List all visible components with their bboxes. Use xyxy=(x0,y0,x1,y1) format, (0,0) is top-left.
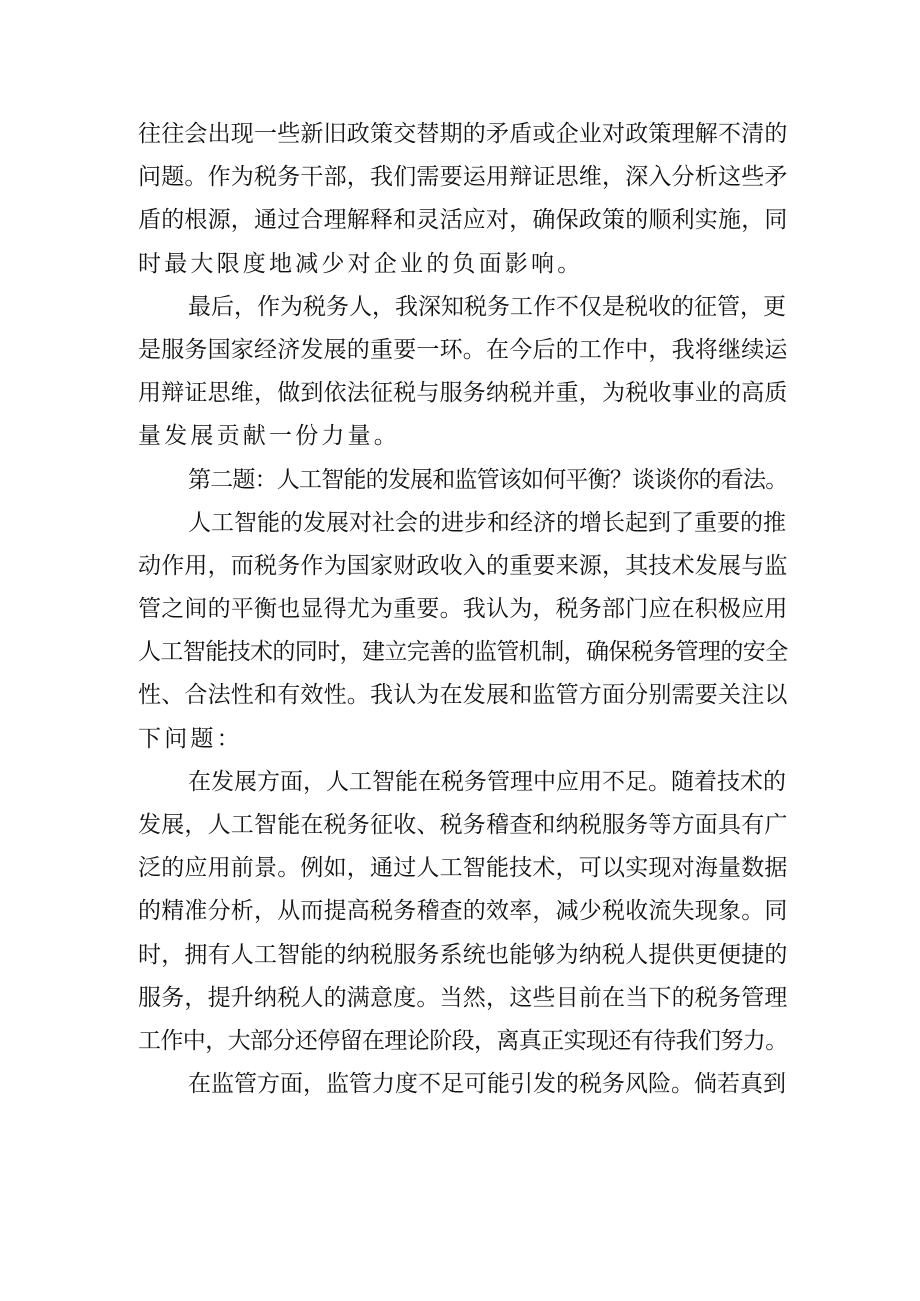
body-text xyxy=(138,113,790,1106)
text-line: 时，拥有人工智能的纳税服务系统也能够为纳税人提供更便捷的 xyxy=(138,941,788,968)
text-line: 泛的应用前景。例如，通过人工智能技术，可以实现对海量数据 xyxy=(138,855,788,882)
paragraph-first-line: 在发展方面，人工智能在税务管理中应用不足。随着技术的 xyxy=(188,768,786,795)
text-line: 人工智能技术的同时，建立完善的监管机制，确保税务管理的安全 xyxy=(138,639,788,666)
paragraph-first-line: 人工智能的发展对社会的进步和经济的增长起到了重要的推 xyxy=(188,509,786,536)
paragraph-first-line: 在监管方面，监管力度不足可能引发的税务风险。倘若真到 xyxy=(188,1071,786,1098)
text-line: 动作用，而税务作为国家财政收入的重要来源，其技术发展与监 xyxy=(138,552,788,579)
text-line: 服务，提升纳税人的满意度。当然，这些目前在当下的税务管理 xyxy=(138,984,788,1011)
text-line: 时最大限度地减少对企业的负面影响。 xyxy=(138,250,584,277)
paragraph-first-line: 最后，作为税务人，我深知税务工作不仅是税收的征管，更 xyxy=(188,293,786,320)
text-line: 往往会出现一些新旧政策交替期的矛盾或企业对政策理解不清的 xyxy=(138,121,788,147)
paragraph-first-line: 第二题：人工智能的发展和监管该如何平衡？谈谈你的看法。 xyxy=(188,466,788,493)
text-line: 工作中，大部分还停留在理论阶段，离真正实现还有待我们努力。 xyxy=(138,1027,788,1054)
text-line: 的精准分析，从而提高税务稽查的效率，减少税收流失现象。同 xyxy=(138,898,788,925)
text-line: 性、合法性和有效性。我认为在发展和监管方面分别需要关注以 xyxy=(138,682,788,709)
text-line: 问题。作为税务干部，我们需要运用辩证思维，深入分析这些矛 xyxy=(138,164,788,191)
text-line: 管之间的平衡也显得尤为重要。我认为，税务部门应在积极应用 xyxy=(138,596,788,623)
text-line: 下问题： xyxy=(138,725,243,752)
text-line: 发展，人工智能在税务征收、税务稽查和纳税服务等方面具有广 xyxy=(138,812,788,838)
text-line: 是服务国家经济发展的重要一环。在今后的工作中，我将继续运 xyxy=(138,336,788,363)
text-line: 用辩证思维，做到依法征税与服务纳税并重，为税收事业的高质 xyxy=(138,380,788,407)
text-line: 盾的根源，通过合理解释和灵活应对，确保政策的顺利实施，同 xyxy=(138,207,788,234)
text-line: 量发展贡献一份力量。 xyxy=(138,423,400,450)
